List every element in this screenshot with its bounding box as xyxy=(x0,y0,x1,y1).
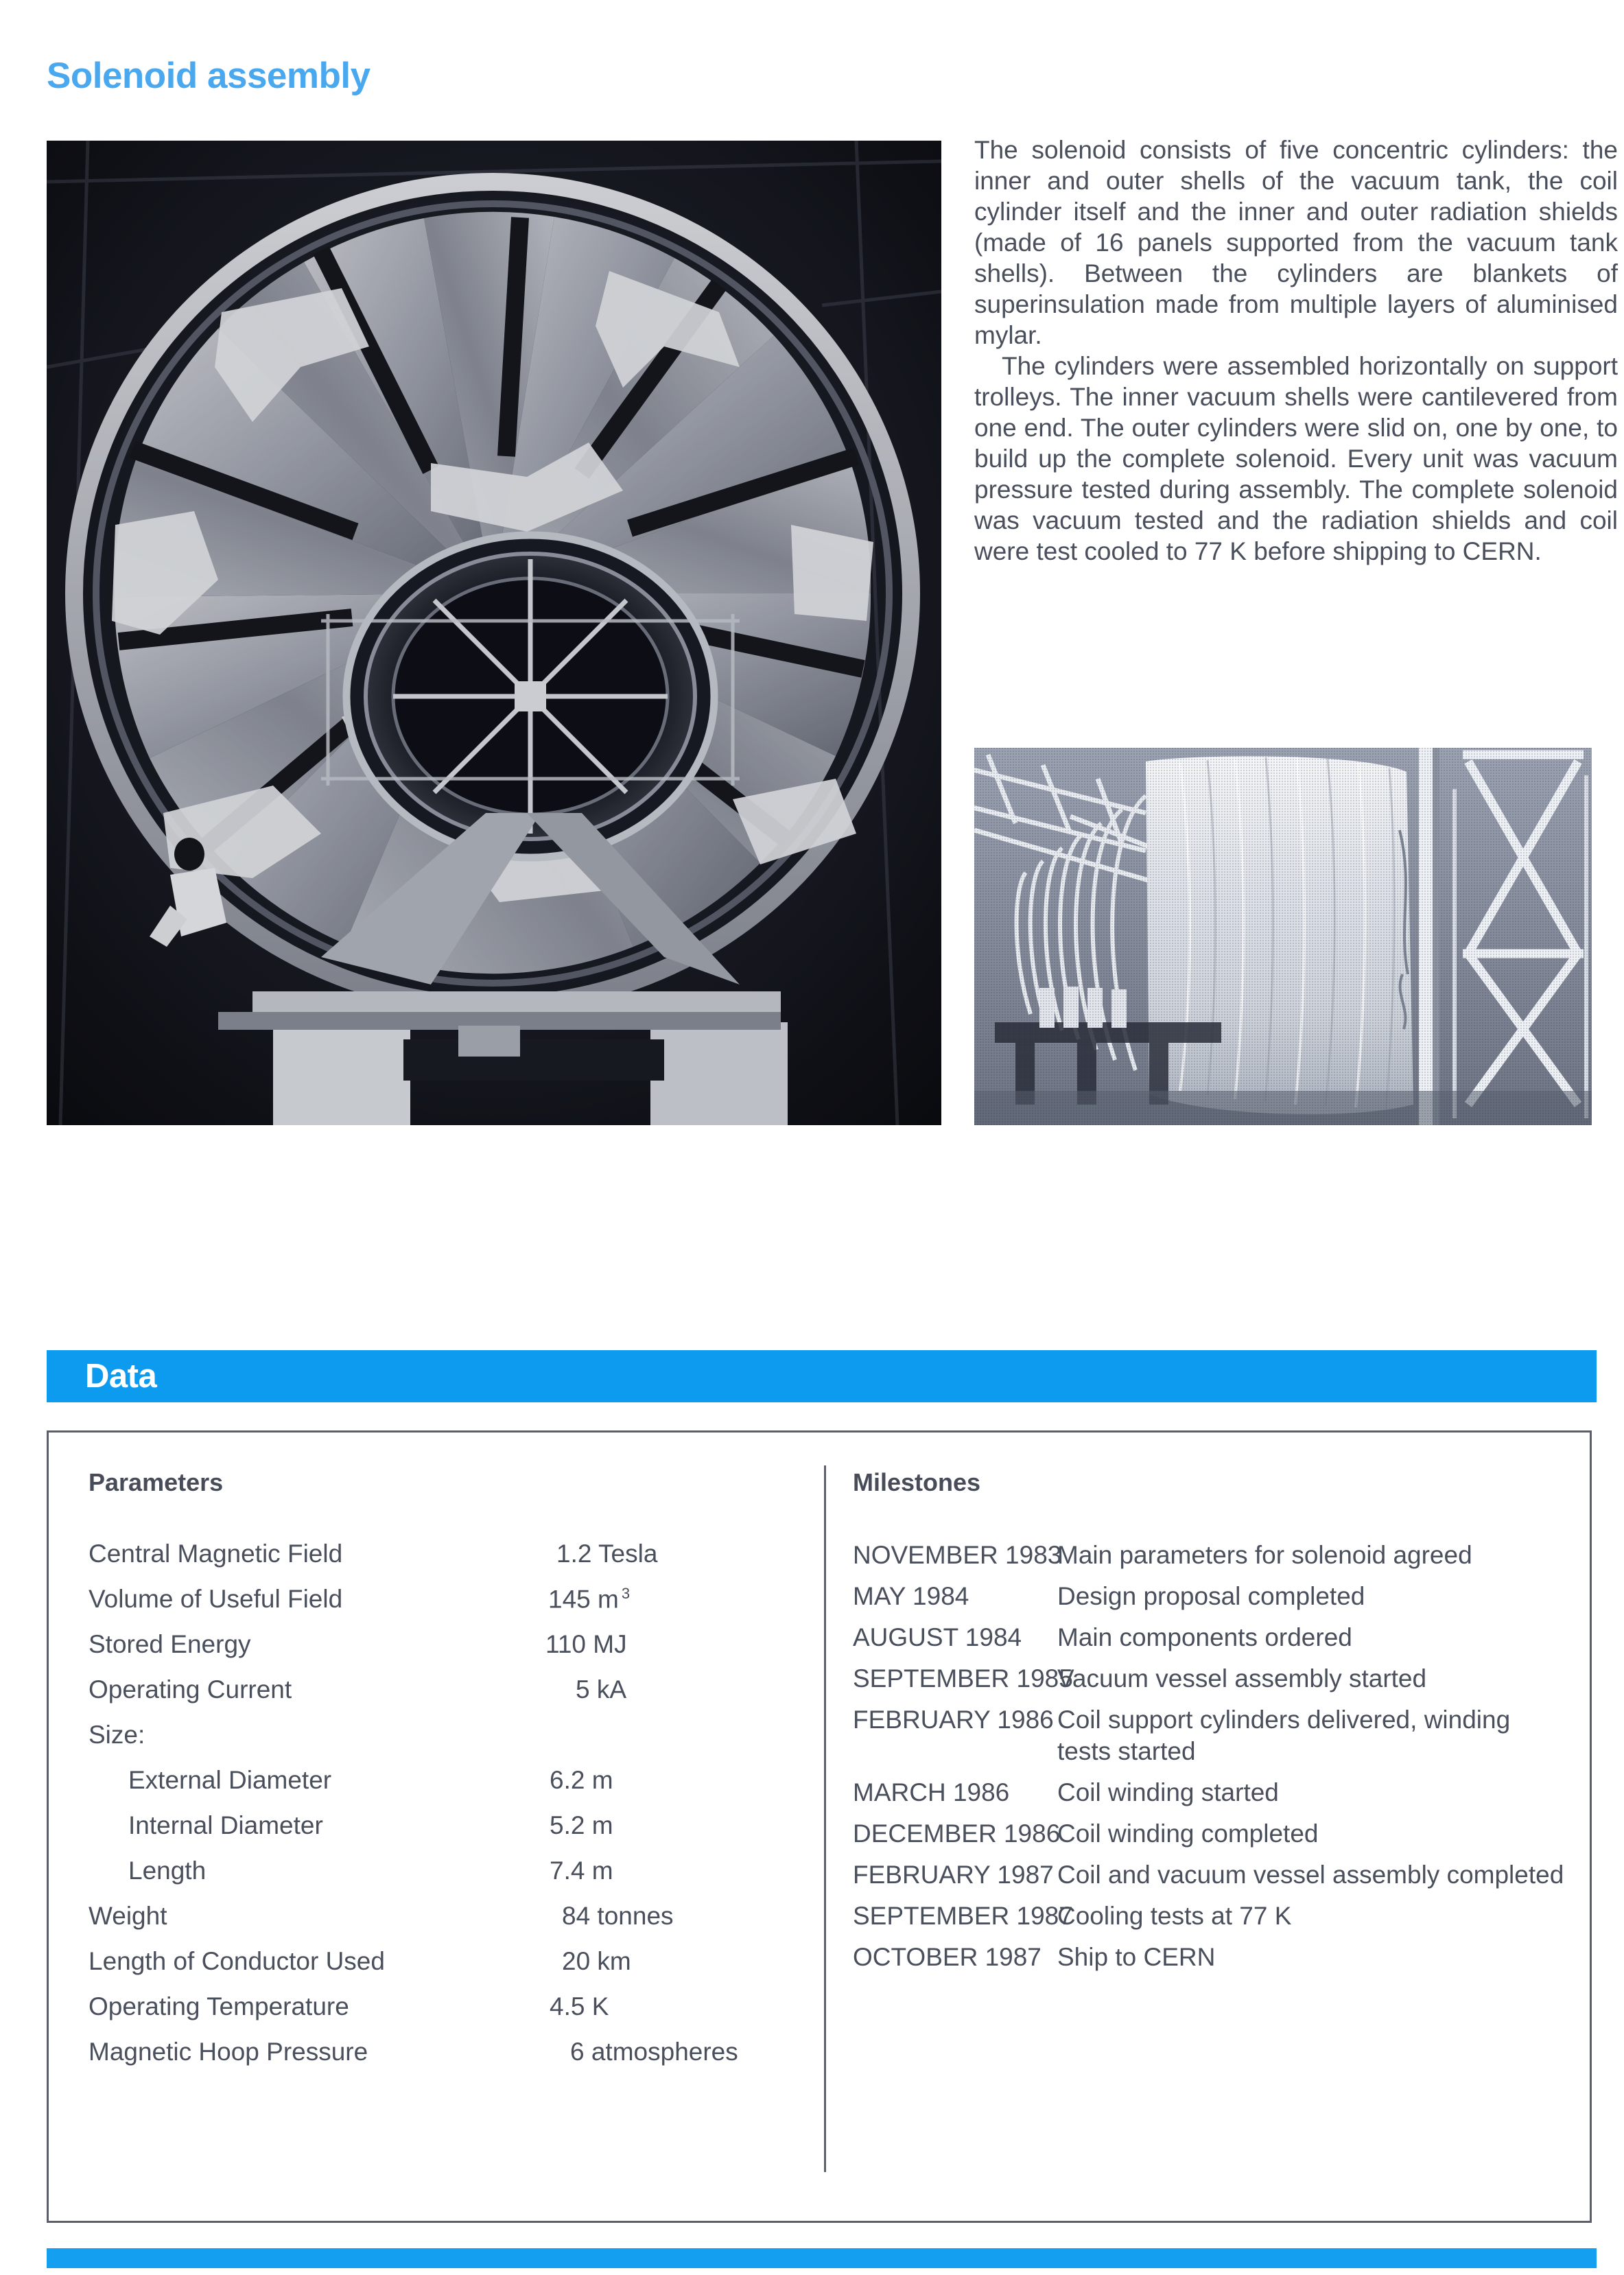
parameter-row xyxy=(89,1947,802,1975)
parameter-row xyxy=(89,1585,802,1614)
milestone-date: SEPTEMBER 1985 xyxy=(853,1664,1073,1693)
column-divider xyxy=(824,1465,826,2172)
parameters-column xyxy=(89,1468,802,2083)
parameter-value-text: 5.2 m xyxy=(550,1811,613,1839)
solenoid-end-view-photo xyxy=(47,141,941,1125)
parameter-value-text: 5 kA xyxy=(576,1675,627,1704)
parameter-value-text: 20 km xyxy=(562,1947,631,1975)
milestone-row xyxy=(853,1818,1566,1850)
cylinder-on-trolleys-photo xyxy=(974,748,1592,1125)
parameter-label: Operating Temperature xyxy=(89,1992,349,2020)
parameter-row xyxy=(89,1902,802,1930)
solenoid-end-view-photo-graphic xyxy=(47,141,941,1125)
parameter-value xyxy=(548,1585,630,1614)
parameter-value-text: 110 MJ xyxy=(545,1630,627,1658)
parameter-value-text: 1.2 Tesla xyxy=(556,1540,658,1568)
parameter-row xyxy=(89,1721,802,1749)
milestone-row xyxy=(853,1581,1566,1612)
milestone-description: Ship to CERN xyxy=(1057,1943,1216,1971)
parameter-label: Length of Conductor Used xyxy=(89,1947,385,1975)
milestone-description: Coil winding started xyxy=(1057,1778,1279,1806)
parameter-label: Size: xyxy=(89,1721,145,1749)
page-title: Solenoid assembly xyxy=(47,56,370,96)
milestone-date: AUGUST 1984 xyxy=(853,1623,1022,1651)
milestone-row xyxy=(853,1704,1566,1767)
parameter-label: Weight xyxy=(89,1902,167,1930)
cylinder-on-trolleys-photo-graphic xyxy=(974,748,1592,1125)
parameter-row xyxy=(89,1630,802,1658)
milestone-row xyxy=(853,1663,1566,1695)
milestones-heading: Milestones xyxy=(853,1468,981,1496)
parameter-label: Volume of Useful Field xyxy=(89,1585,343,1613)
milestones-rows xyxy=(853,1540,1566,1973)
milestone-date: MARCH 1986 xyxy=(853,1778,1010,1806)
parameter-row xyxy=(89,1766,802,1794)
parameter-row xyxy=(89,1540,802,1568)
milestone-row xyxy=(853,1900,1566,1932)
milestone-description: Coil and vacuum vessel assembly completed xyxy=(1057,1861,1564,1889)
parameter-row xyxy=(89,1992,802,2020)
milestone-date: FEBRUARY 1987 xyxy=(853,1861,1054,1889)
milestone-description: Design proposal completed xyxy=(1057,1582,1365,1610)
milestone-date: NOVEMBER 1983 xyxy=(853,1541,1062,1569)
parameter-row xyxy=(89,2038,802,2066)
intro-paragraph-2: The cylinders were assembled horizontally on support trolleys. The inner vacuum shells were cantilevered from one end. The outer cylinders were slid on, one by one, to build up the complete solenoid. Every unit was vacuum pressure tested during assembly. The complete solenoid was vacuum tested and the radiation shields and coil were test cooled to 77 K before shipping to CERN. xyxy=(974,352,1618,565)
parameter-label: Magnetic Hoop Pressure xyxy=(89,2038,368,2066)
parameters-heading: Parameters xyxy=(89,1468,224,1496)
data-header-label: Data xyxy=(85,1358,157,1395)
data-header-bar xyxy=(47,1350,1597,1402)
intro-paragraph-1: The solenoid consists of five concentric cylinders: the inner and outer shells of the vacuum tank, the coil cylinder itself and the inner and outer radiation shields (made of 16 panels supported from the vacuum tank shells). Between the cylinders are blankets of superinsulation made from multiple layers of aluminised mylar. xyxy=(974,136,1618,349)
parameter-value-text: 6.2 m xyxy=(550,1766,613,1794)
milestone-date: SEPTEMBER 1987 xyxy=(853,1902,1073,1930)
milestone-row xyxy=(853,1777,1566,1808)
milestone-description: Main components ordered xyxy=(1057,1623,1352,1651)
milestone-row xyxy=(853,1942,1566,1973)
milestone-description: Coil winding completed xyxy=(1057,1819,1319,1848)
milestone-row xyxy=(853,1540,1566,1571)
milestone-description: Coil support cylinders delivered, winding tests started xyxy=(1057,1706,1511,1765)
parameter-value xyxy=(562,1902,674,1931)
milestone-date: OCTOBER 1987 xyxy=(853,1943,1042,1971)
parameter-label: Stored Energy xyxy=(89,1630,251,1658)
bottom-accent-bar xyxy=(47,2248,1597,2268)
milestone-row xyxy=(853,1859,1566,1891)
parameter-value-exponent: 3 xyxy=(621,1585,631,1602)
milestone-row xyxy=(853,1622,1566,1653)
parameter-value xyxy=(570,2038,738,2066)
parameter-value xyxy=(550,1766,613,1795)
milestone-date: MAY 1984 xyxy=(853,1582,969,1610)
parameter-value xyxy=(576,1675,626,1704)
data-box xyxy=(47,1430,1592,2223)
parameter-value-text: 145 m xyxy=(548,1585,619,1614)
milestone-description: Vacuum vessel assembly started xyxy=(1057,1664,1427,1693)
parameter-value xyxy=(550,1992,609,2021)
parameter-row xyxy=(89,1856,802,1885)
parameter-value xyxy=(545,1630,627,1659)
milestones-column xyxy=(853,1468,1566,1983)
parameter-row xyxy=(89,1675,802,1704)
parameter-value-text: 4.5 K xyxy=(550,1992,609,2020)
parameter-label: Central Magnetic Field xyxy=(89,1540,343,1568)
parameter-row xyxy=(89,1811,802,1839)
milestone-description: Main parameters for solenoid agreed xyxy=(1057,1541,1472,1569)
parameter-label: Operating Current xyxy=(89,1675,292,1704)
parameter-value xyxy=(562,1947,631,1976)
parameter-value-text: 7.4 m xyxy=(550,1856,613,1885)
parameter-label: Internal Diameter xyxy=(128,1811,323,1839)
parameter-value xyxy=(556,1540,657,1568)
parameters-rows xyxy=(89,1540,802,2066)
parameter-value xyxy=(550,1856,613,1885)
parameter-label: Length xyxy=(128,1856,207,1885)
milestone-date: FEBRUARY 1986 xyxy=(853,1706,1054,1734)
parameter-value-text: 6 atmospheres xyxy=(570,2038,738,2066)
parameter-value xyxy=(550,1811,613,1840)
milestone-date: DECEMBER 1986 xyxy=(853,1819,1061,1848)
milestone-description: Cooling tests at 77 K xyxy=(1057,1902,1292,1930)
parameter-value-text: 84 tonnes xyxy=(562,1902,674,1930)
intro-text-block xyxy=(974,134,1618,567)
parameter-label: External Diameter xyxy=(128,1766,332,1794)
